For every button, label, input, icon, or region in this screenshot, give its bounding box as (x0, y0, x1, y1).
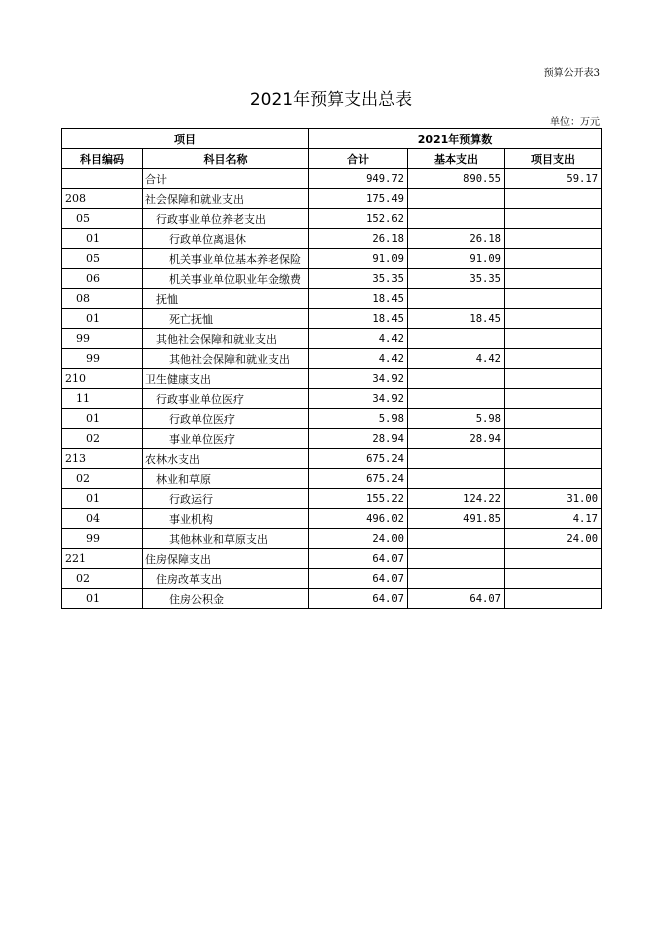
cell-name: 其他社会保障和就业支出 (143, 329, 309, 349)
cell-project (505, 389, 602, 409)
cell-name: 林业和草原 (143, 469, 309, 489)
cell-code: 99 (62, 529, 143, 549)
cell-name: 农林水支出 (143, 449, 309, 469)
cell-basic (408, 549, 505, 569)
unit-label: 单位：万元 (550, 117, 600, 128)
cell-project (505, 189, 602, 209)
cell-total: 64.07 (309, 569, 408, 589)
cell-basic: 91.09 (408, 249, 505, 269)
cell-code: 99 (62, 349, 143, 369)
table-row (62, 229, 602, 249)
cell-basic: 5.98 (408, 409, 505, 429)
cell-total: 28.94 (309, 429, 408, 449)
cell-project (505, 549, 602, 569)
cell-name: 住房公积金 (143, 589, 309, 609)
cell-name: 行政事业单位养老支出 (143, 209, 309, 229)
cell-basic (408, 189, 505, 209)
cell-total: 64.07 (309, 549, 408, 569)
table-row (62, 549, 602, 569)
cell-name: 机关事业单位基本养老保险 (143, 249, 309, 269)
cell-basic (408, 449, 505, 469)
column-header-total: 合计 (309, 149, 408, 169)
table-row (62, 209, 602, 229)
form-id: 预算公开表3 (543, 68, 600, 79)
cell-project (505, 289, 602, 309)
cell-project (505, 249, 602, 269)
cell-basic: 28.94 (408, 429, 505, 449)
cell-basic: 35.35 (408, 269, 505, 289)
table-row (62, 589, 602, 609)
header-row-columns (62, 149, 602, 169)
cell-code: 210 (62, 369, 143, 389)
cell-name: 社会保障和就业支出 (143, 189, 309, 209)
cell-name: 死亡抚恤 (143, 309, 309, 329)
cell-name: 行政运行 (143, 489, 309, 509)
table-body (62, 169, 602, 609)
cell-code: 11 (62, 389, 143, 409)
table-row (62, 309, 602, 329)
cell-total: 91.09 (309, 249, 408, 269)
cell-project: 24.00 (505, 529, 602, 549)
header-budget: 2021年预算数 (309, 129, 602, 149)
cell-total: 675.24 (309, 449, 408, 469)
table-row (62, 409, 602, 429)
cell-basic: 124.22 (408, 489, 505, 509)
cell-total: 34.92 (309, 389, 408, 409)
table-row (62, 529, 602, 549)
cell-basic (408, 569, 505, 589)
header-row-group (62, 129, 602, 149)
cell-project: 59.17 (505, 169, 602, 189)
cell-project (505, 469, 602, 489)
table-row (62, 269, 602, 289)
page-title: 2021年预算支出总表 (249, 90, 413, 110)
column-header-project: 项目支出 (505, 149, 602, 169)
cell-code: 01 (62, 309, 143, 329)
cell-total: 4.42 (309, 329, 408, 349)
cell-basic (408, 289, 505, 309)
cell-project (505, 209, 602, 229)
cell-code: 08 (62, 289, 143, 309)
cell-project (505, 589, 602, 609)
cell-project (505, 369, 602, 389)
cell-total: 64.07 (309, 589, 408, 609)
cell-name: 住房保障支出 (143, 549, 309, 569)
table-row (62, 489, 602, 509)
cell-total: 35.35 (309, 269, 408, 289)
cell-name: 合计 (143, 169, 309, 189)
cell-basic (408, 209, 505, 229)
cell-name: 抚恤 (143, 289, 309, 309)
table-row (62, 289, 602, 309)
cell-name: 住房改革支出 (143, 569, 309, 589)
table-row (62, 169, 602, 189)
table-row (62, 369, 602, 389)
cell-code: 01 (62, 489, 143, 509)
cell-project (505, 329, 602, 349)
cell-name: 行政事业单位医疗 (143, 389, 309, 409)
cell-total: 18.45 (309, 289, 408, 309)
cell-name: 事业机构 (143, 509, 309, 529)
cell-project (505, 429, 602, 449)
cell-project (505, 449, 602, 469)
cell-basic: 491.85 (408, 509, 505, 529)
cell-code: 01 (62, 589, 143, 609)
table-row (62, 449, 602, 469)
cell-name: 行政单位医疗 (143, 409, 309, 429)
column-header-basic: 基本支出 (408, 149, 505, 169)
cell-basic (408, 469, 505, 489)
column-header-name: 科目名称 (143, 149, 309, 169)
cell-code: 208 (62, 189, 143, 209)
column-header-code: 科目编码 (62, 149, 143, 169)
table-row (62, 429, 602, 449)
cell-project (505, 229, 602, 249)
cell-total: 675.24 (309, 469, 408, 489)
table-row (62, 249, 602, 269)
table-row (62, 509, 602, 529)
header-project: 项目 (62, 129, 309, 149)
table-row (62, 349, 602, 369)
cell-code: 05 (62, 249, 143, 269)
cell-basic: 18.45 (408, 309, 505, 329)
table-row (62, 189, 602, 209)
cell-name: 其他林业和草原支出 (143, 529, 309, 549)
cell-code: 05 (62, 209, 143, 229)
cell-basic: 4.42 (408, 349, 505, 369)
table-row (62, 469, 602, 489)
cell-total: 152.62 (309, 209, 408, 229)
cell-project: 4.17 (505, 509, 602, 529)
cell-project: 31.00 (505, 489, 602, 509)
cell-code: 213 (62, 449, 143, 469)
cell-name: 卫生健康支出 (143, 369, 309, 389)
cell-total: 949.72 (309, 169, 408, 189)
cell-code: 99 (62, 329, 143, 349)
cell-code: 04 (62, 509, 143, 529)
budget-table (61, 128, 602, 609)
cell-code: 06 (62, 269, 143, 289)
cell-total: 4.42 (309, 349, 408, 369)
cell-total: 18.45 (309, 309, 408, 329)
cell-basic (408, 389, 505, 409)
cell-code (62, 169, 143, 189)
cell-code: 02 (62, 469, 143, 489)
cell-project (505, 569, 602, 589)
cell-basic: 64.07 (408, 589, 505, 609)
cell-name: 其他社会保障和就业支出 (143, 349, 309, 369)
cell-project (505, 269, 602, 289)
cell-code: 01 (62, 229, 143, 249)
table-row (62, 389, 602, 409)
cell-total: 26.18 (309, 229, 408, 249)
cell-total: 496.02 (309, 509, 408, 529)
cell-project (505, 409, 602, 429)
cell-basic (408, 529, 505, 549)
cell-total: 34.92 (309, 369, 408, 389)
cell-name: 事业单位医疗 (143, 429, 309, 449)
cell-project (505, 309, 602, 329)
cell-total: 155.22 (309, 489, 408, 509)
cell-basic (408, 329, 505, 349)
cell-basic: 890.55 (408, 169, 505, 189)
table-row (62, 569, 602, 589)
cell-code: 02 (62, 429, 143, 449)
cell-code: 02 (62, 569, 143, 589)
table-row (62, 329, 602, 349)
cell-project (505, 349, 602, 369)
cell-total: 5.98 (309, 409, 408, 429)
cell-basic (408, 369, 505, 389)
cell-total: 175.49 (309, 189, 408, 209)
cell-name: 机关事业单位职业年金缴费 (143, 269, 309, 289)
cell-total: 24.00 (309, 529, 408, 549)
cell-code: 01 (62, 409, 143, 429)
cell-code: 221 (62, 549, 143, 569)
cell-name: 行政单位离退休 (143, 229, 309, 249)
cell-basic: 26.18 (408, 229, 505, 249)
